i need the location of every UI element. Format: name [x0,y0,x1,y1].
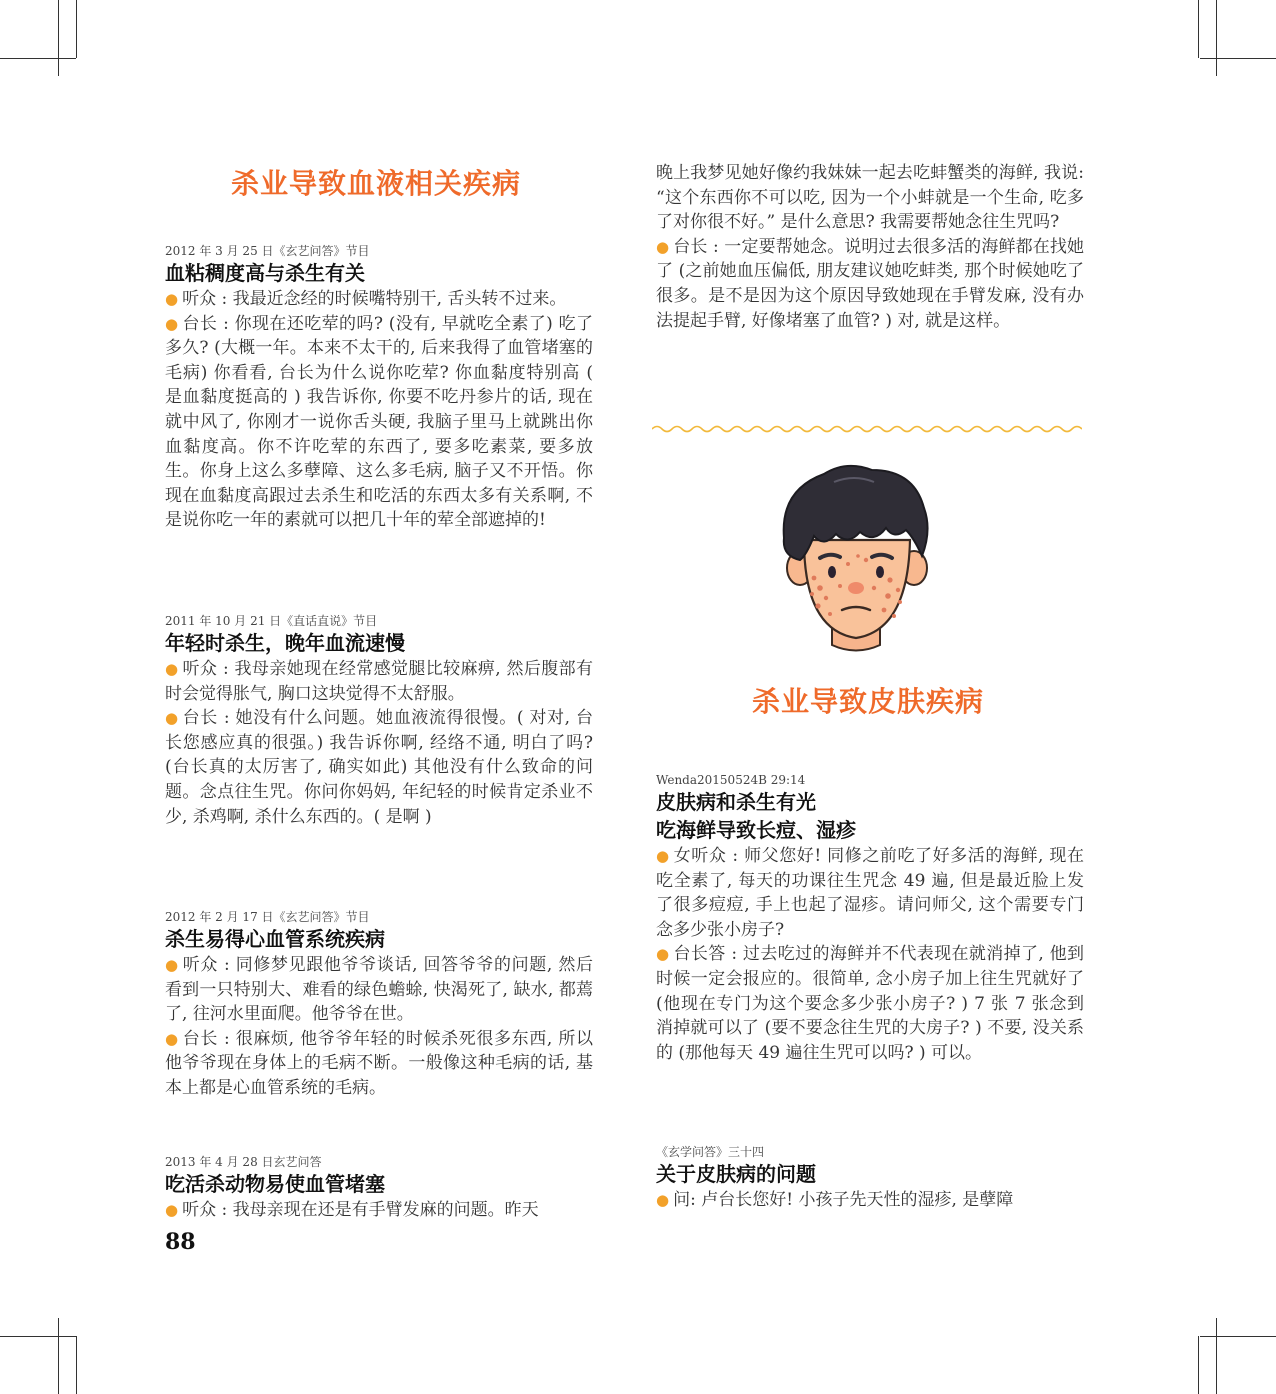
section-date: 《玄学问答》三十四 [656,1145,765,1159]
section-blood-viscosity [165,243,593,533]
paragraph: 女听众 : 师父您好! 同修之前吃了好多活的海鲜, 现在吃全素了, 每天的功课往生咒念 49 遍, 但是最近脸上发了很多痘痘, 手上也起了湿疹。请问师父, 这个需要专门念多少张小房子? [656,846,1085,940]
section-heading: 关于皮肤病的问题 [656,1162,816,1186]
page-number: 88 [165,1229,196,1255]
bullet-icon: ● [165,1029,179,1048]
section-skin-question [656,1144,1084,1213]
bullet-icon: ● [165,660,179,678]
section-heading: 杀生易得心血管系统疾病 [165,927,385,951]
paragraph: 问: 卢台长您好! 小孩子先天性的湿疹, 是孽障 [673,1190,1014,1210]
continuation-text [656,161,1084,333]
section-date: Wenda20150524B 29:14 [656,773,806,787]
section-cardiovascular [165,909,593,1101]
paragraph: 晚上我梦见她好像约我妹妹一起去吃蚌蟹类的海鲜, 我说: “这个东西你不可以吃, 因为一个小蚌就是一个生命, 吃多了对你很不好。” 是什么意思? 我需要帮她念往生咒吗? [656,163,1084,233]
chapter-title-blood: 杀业导致血液相关疾病 [231,167,522,200]
paragraph: 听众 : 我母亲她现在经常感觉腿比较麻痹, 然后腹部有时会觉得胀气, 胸口这块觉得不太舒服。 [165,659,594,704]
bullet-icon: ● [165,956,179,974]
boy-with-facial-rash-icon [774,460,938,656]
section-heading: 皮肤病和杀生有光 [656,790,816,814]
wavy-divider [652,422,1082,436]
paragraph: 听众 : 我最近念经的时候嘴特别干, 舌头转不过来。 [182,289,567,309]
bullet-icon: ● [165,1201,179,1219]
bullet-icon: ● [165,290,179,308]
section-date: 2012 年 2 月 17 日《玄艺问答》节目 [165,910,370,924]
bullet-icon: ● [165,314,179,333]
section-blocked-vessels [165,1154,593,1223]
section-date: 2011 年 10 月 21 日《直话直说》节目 [165,614,378,628]
section-heading: 吃海鲜导致长痘、湿疹 [656,818,856,842]
section-heading: 血粘稠度高与杀生有关 [165,261,365,285]
section-date: 2013 年 4 月 28 日玄艺问答 [165,1155,322,1169]
paragraph: 台长 : 她没有什么问题。她血液流得很慢。( 对对, 台长您感应真的很强。) 我告诉你啊, 经络不通, 明白了吗? (台长真的太厉害了, 确实如此) 其他没有什么致命的问题。念点往生咒。你问你妈妈, 年纪轻的时候肯定杀业不少, 杀鸡啊, 杀什么东西的。( 是啊 ) [165,708,593,827]
section-heading: 年轻时杀生，晚年血流速慢 [165,631,405,655]
section-skin-seafood [656,772,1084,1065]
bullet-icon: ● [656,847,670,865]
chapter-title-skin: 杀业导致皮肤疾病 [752,685,985,718]
paragraph: 听众 : 同修梦见跟他爷爷谈话, 回答爷爷的问题, 然后看到一只特别大、难看的绿色蟾蜍, 快渴死了, 缺水, 都蔫了, 往河水里面爬。他爷爷在世。 [165,955,593,1025]
section-heading: 吃活杀动物易使血管堵塞 [165,1172,385,1196]
bullet-icon: ● [656,1191,670,1209]
paragraph: 台长 : 一定要帮她念。说明过去很多活的海鲜都在找她了 (之前她血压偏低, 朋友建议她吃蚌类, 那个时候她吃了很多。是不是因为这个原因导致她现在手臂发麻, 没有办法提起手臂, 好像堵塞了血管? ) 对, 就是这样。 [656,236,1084,331]
section-date: 2012 年 3 月 25 日《玄艺问答》节目 [165,244,370,258]
paragraph: 台长 : 很麻烦, 他爷爷年轻的时候杀死很多东西, 所以他爷爷现在身体上的毛病不断。一般像这种毛病的话, 基本上都是心血管系统的毛病。 [165,1028,593,1098]
bullet-icon: ● [656,945,670,964]
section-slow-blood-flow [165,613,593,829]
paragraph: 台长 : 你现在还吃荤的吗? (没有, 早就吃全素了) 吃了多久? (大概一年。本来不太干的, 后来我得了血管堵塞的毛病) 你看看, 台长为什么说你吃荤? 你血黏度特别高 ( 是血黏度挺高的 ) 我告诉你, 你要不吃丹参片的话, 现在就中风了, 你刚才一说你舌头硬, 我脑子里马上就跳出你血黏度高。你不许吃荤的东西了, 要多吃素菜, 要多放生。你身上这么多孽障、这么多毛病, 脑子又不开悟。你现在血黏度高跟过去杀生和吃活的东西太多有关系啊, 不是说你吃一年的素就可以把几十年的荤全部遮掉的! [165,313,594,531]
paragraph: 台长答 : 过去吃过的海鲜并不代表现在就消掉了, 他到时候一定会报应的。很简单, 念小房子加上往生咒就好了 (他现在专门为这个要念多少张小房子? ) 7 张 7 张念到消掉就可以了 (要不要念往生咒的大房子? ) 不要, 没关系的 (那他每天 49 遍往生咒可以吗? ) 可以。 [656,944,1085,1063]
bullet-icon: ● [656,237,670,256]
paragraph: 听众 : 我母亲现在还是有手臂发麻的问题。昨天 [182,1200,539,1220]
bullet-icon: ● [165,709,179,728]
